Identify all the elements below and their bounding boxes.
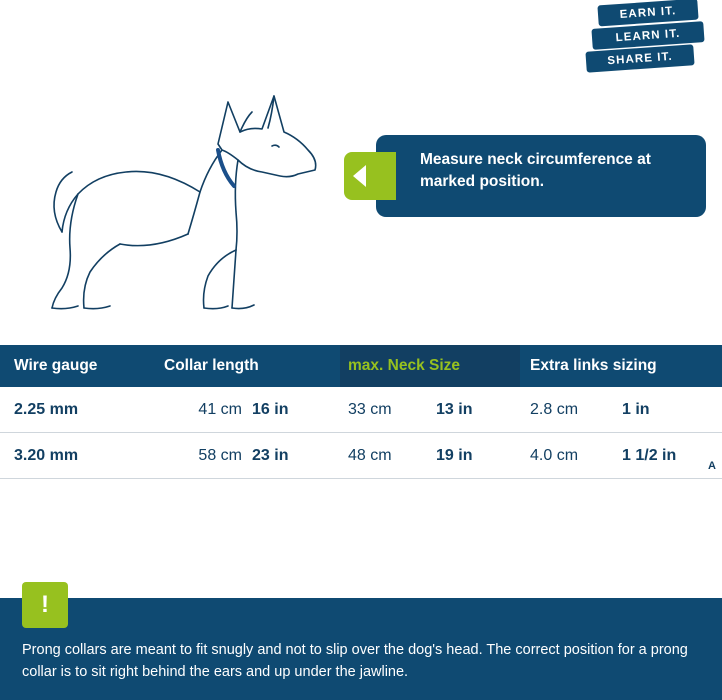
cell-extra-metric: 2.8 cm — [530, 400, 579, 418]
measure-callout — [376, 135, 706, 217]
badge-line-2: LEARN IT. — [591, 21, 704, 50]
cell-neck-imperial: 19 in — [436, 446, 473, 464]
header-collar-length: Collar length — [164, 357, 259, 374]
cell-neck-imperial: 13 in — [436, 400, 473, 418]
cell-collar-length-imperial: 16 in — [252, 400, 289, 418]
header-wire-gauge: Wire gauge — [14, 357, 98, 374]
exclamation-icon: ! — [22, 582, 68, 628]
cell-extra-links — [520, 401, 722, 419]
size-table — [0, 345, 722, 479]
cell-extra-links — [520, 447, 722, 465]
brand-badge — [574, 0, 714, 78]
note-banner — [0, 591, 722, 700]
cell-collar-length-metric: 41 cm — [198, 400, 242, 418]
header-extra-links: Extra links sizing — [530, 357, 657, 374]
callout-arrow-icon — [344, 152, 396, 200]
corner-letter: A — [708, 460, 716, 472]
header-max-neck-size: max. Neck Size — [348, 357, 461, 374]
cell-collar-length — [150, 447, 340, 465]
cell-collar-length-metric: 58 cm — [198, 446, 242, 464]
badge-line-3: SHARE IT. — [585, 44, 694, 72]
cell-extra-metric: 4.0 cm — [530, 446, 579, 464]
cell-extra-imperial: 1 in — [622, 400, 650, 418]
table-header-row — [0, 345, 722, 387]
cell-wire-gauge: 3.20 mm — [14, 446, 79, 464]
badge-line-1: EARN IT. — [597, 0, 698, 26]
cell-wire-gauge: 2.25 mm — [14, 400, 79, 418]
callout-text: Measure neck circumference at marked position. — [420, 151, 651, 191]
note-text: Prong collars are meant to fit snugly and not to slip over the dog's head. The correct position for a prong collar is to sit right behind the ears and up under the jawline. — [22, 642, 688, 680]
cell-extra-imperial: 1 1/2 in — [622, 446, 677, 464]
cell-neck-metric: 33 cm — [348, 400, 392, 418]
table-row — [0, 387, 722, 433]
cell-neck-size — [340, 447, 520, 465]
dog-illustration — [22, 72, 322, 312]
table-row — [0, 433, 722, 479]
dog-outline-icon — [22, 72, 322, 312]
cell-neck-size — [340, 401, 520, 419]
cell-neck-metric: 48 cm — [348, 446, 392, 464]
cell-collar-length-imperial: 23 in — [252, 446, 289, 464]
cell-collar-length — [150, 401, 340, 419]
